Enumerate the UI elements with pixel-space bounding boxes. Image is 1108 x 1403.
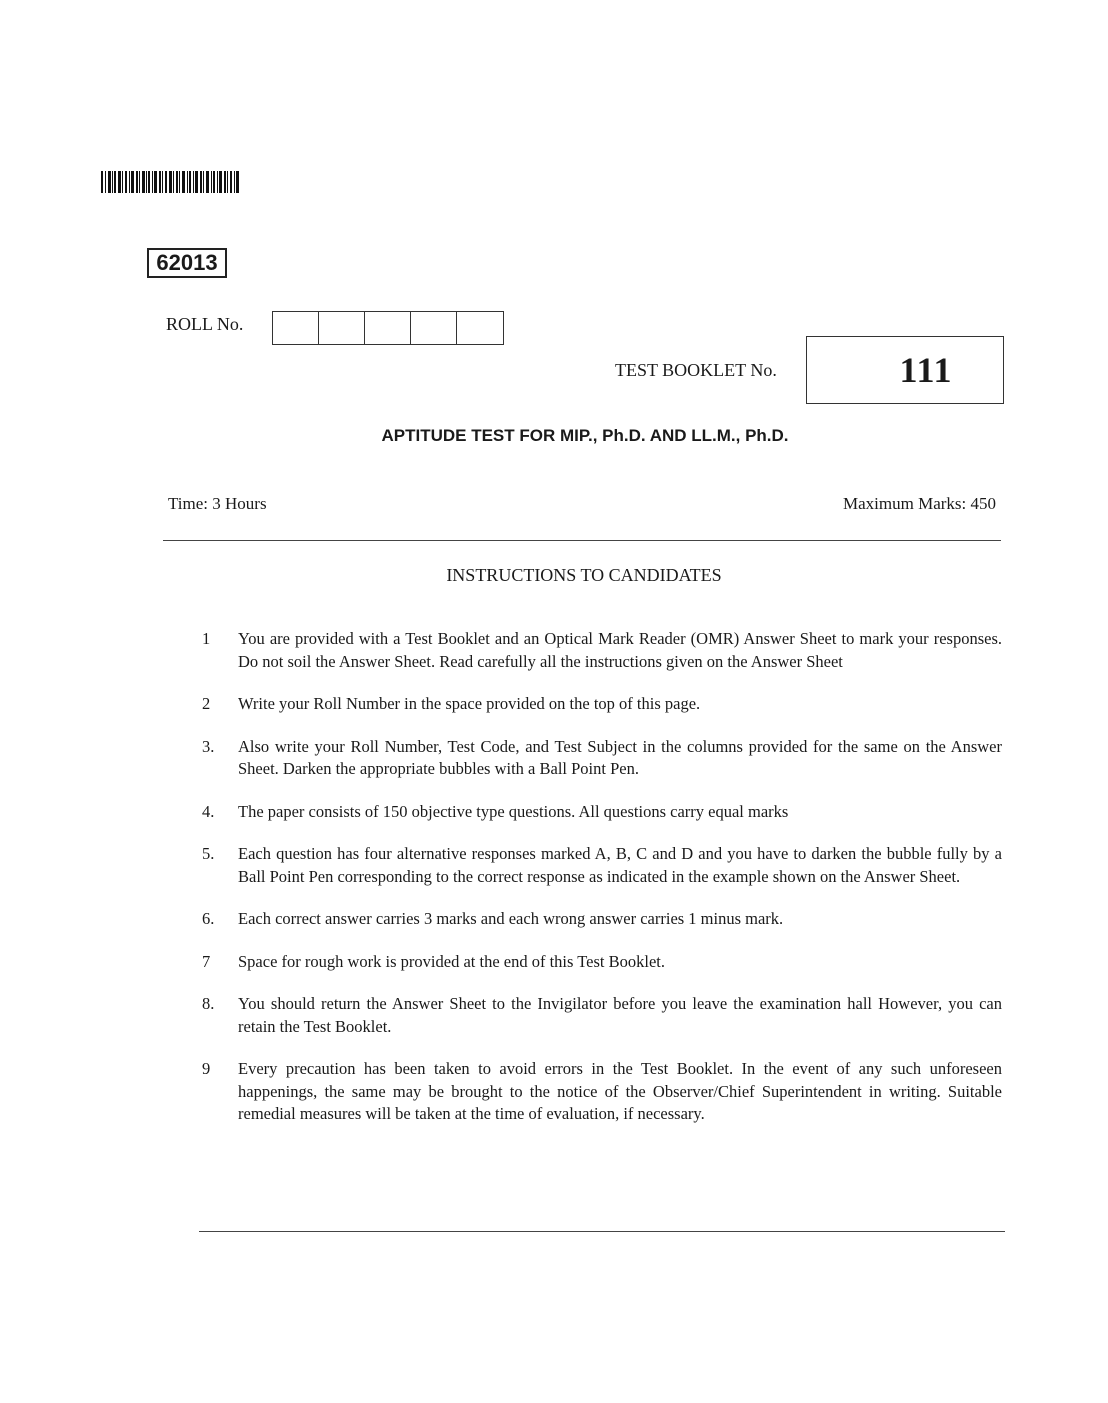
instruction-text: Each question has four alternative responses marked A, B, C and D and you have to darken the bubble fully by a Ball Point Pen corresponding to the correct response as indicated in the example shown on the Answer Sheet.	[238, 844, 1002, 886]
instruction-number: 6.	[202, 909, 215, 928]
instruction-text: Space for rough work is provided at the end of this Test Booklet.	[238, 951, 666, 971]
roll-number-cell[interactable]	[319, 312, 365, 344]
instruction-number: 8.	[202, 994, 215, 1013]
instruction-number: 7	[202, 951, 211, 971]
test-booklet-number: 111	[899, 350, 953, 390]
roll-number-cell[interactable]	[273, 312, 319, 344]
divider	[163, 540, 1001, 541]
instruction-item	[198, 951, 1002, 974]
instruction-text: You should return the Answer Sheet to the Invigilator before you leave the examination hall However, you can retain the Test Booklet.	[238, 994, 1002, 1036]
instruction-number: 1	[202, 629, 211, 648]
instruction-text: Each correct answer carries 3 marks and each wrong answer carries 1 minus mark.	[238, 909, 784, 928]
instruction-item	[198, 1058, 1002, 1126]
roll-number-boxes[interactable]	[272, 311, 504, 345]
instruction-text: Also write your Roll Number, Test Code, and Test Subject in the columns provided for the same on the Answer Sheet. Darken the appropriate bubbles with a Ball Point Pen.	[238, 736, 1002, 778]
instruction-item	[198, 693, 1002, 716]
instruction-number: 3.	[202, 736, 215, 756]
instructions-heading: INSTRUCTIONS TO CANDIDATES	[446, 565, 722, 585]
test-booklet-box	[806, 336, 1004, 404]
instruction-item	[198, 628, 1002, 673]
instruction-text: Write your Roll Number in the space provided on the top of this page.	[238, 694, 701, 713]
instruction-text: The paper consists of 150 objective type questions. All questions carry equal marks	[238, 801, 789, 821]
instruction-item	[198, 843, 1002, 888]
test-title: APTITUDE TEST FOR MIP., Ph.D. AND LL.M., Ph.D.	[381, 426, 789, 445]
roll-number-cell[interactable]	[365, 312, 411, 344]
instruction-text: Every precaution has been taken to avoid errors in the Test Booklet. In the event of any such unforeseen happenings, the same may be brought to the notice of the Observer/Chief Superintendent in writing. Suitable remedial measures will be taken at the time of evaluation, if necessary.	[238, 1059, 1002, 1123]
roll-number-cell[interactable]	[457, 312, 503, 344]
instruction-text: You are provided with a Test Booklet and an Optical Mark Reader (OMR) Answer Sheet to mark your responses. Do not soil the Answer Sheet. Read carefully all the instructions given on the Answer Sheet	[238, 629, 1002, 671]
time-allowed: Time: 3 Hours	[168, 494, 267, 513]
test-booklet-label: TEST BOOKLET No.	[615, 360, 777, 380]
roll-number-cell[interactable]	[411, 312, 457, 344]
divider	[199, 1231, 1005, 1232]
instruction-number: 4.	[202, 801, 215, 821]
instruction-number: 5.	[202, 844, 215, 863]
instruction-number: 2	[202, 694, 211, 713]
instruction-item	[198, 801, 1002, 824]
instruction-item	[198, 908, 1002, 931]
instruction-number: 9	[202, 1059, 211, 1078]
instruction-item	[198, 736, 1002, 781]
maximum-marks: Maximum Marks: 450	[843, 494, 996, 513]
paper-code: 62013	[147, 248, 227, 278]
instruction-item	[198, 993, 1002, 1038]
instructions-list	[198, 628, 1002, 1126]
roll-number-label: ROLL No.	[166, 314, 244, 334]
barcode-icon	[101, 171, 241, 193]
